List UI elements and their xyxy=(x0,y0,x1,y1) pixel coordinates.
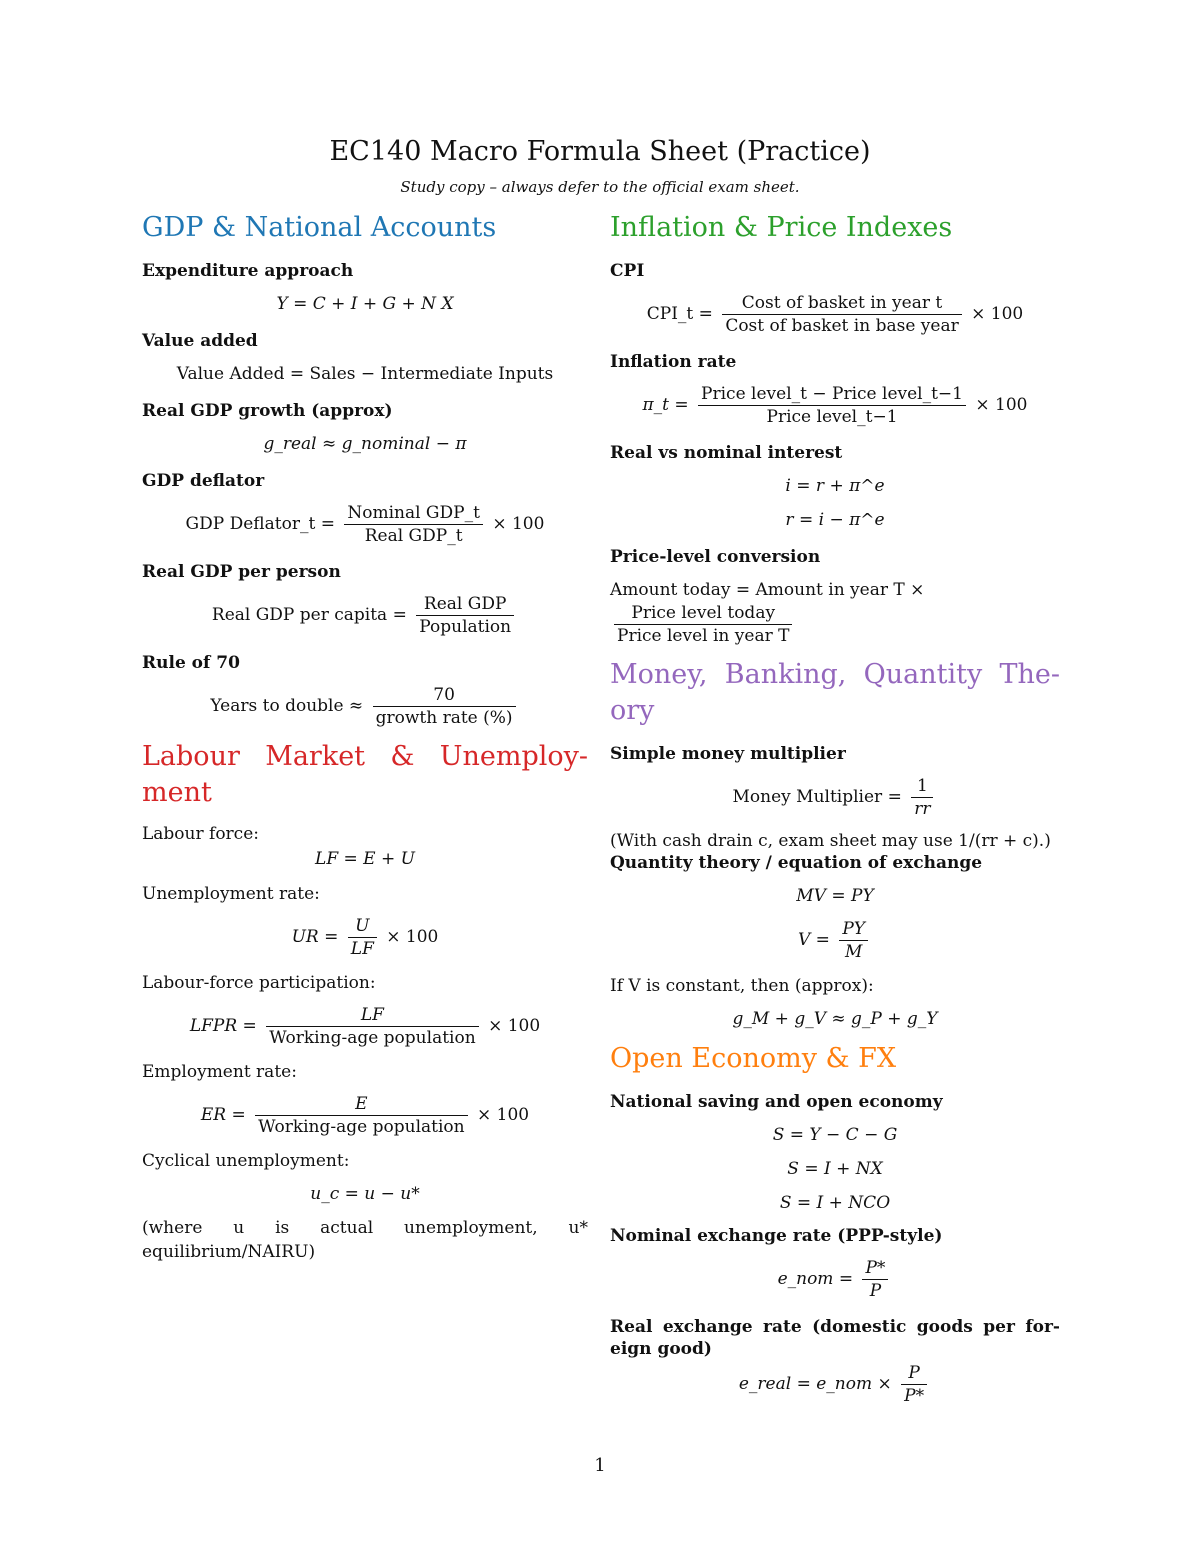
label-lfpr: Labour-force participation: xyxy=(142,973,376,993)
denominator: Real GDP_t xyxy=(364,526,463,546)
label-unemployment-rate: Unemployment rate: xyxy=(142,884,320,904)
section-heading-open-economy: Open Economy & FX xyxy=(610,1043,897,1074)
denominator: Population xyxy=(419,617,512,637)
eq-conv-lhs: Amount today = Amount in year T × xyxy=(610,580,925,600)
label-interest: Real vs nominal interest xyxy=(610,443,843,463)
numerator: PY xyxy=(839,918,868,941)
section-heading-labour xyxy=(142,739,588,811)
left-column xyxy=(142,210,588,1264)
eq-interest-2 xyxy=(610,508,1060,532)
numerator: P* xyxy=(862,1257,888,1280)
numerator: Cost of basket in year t xyxy=(722,292,961,315)
eq-qt-3-text: g_M + g_V ≈ g_P + g_Y xyxy=(732,1009,938,1029)
eq-cyclical xyxy=(142,1182,588,1206)
label-real-growth: Real GDP growth (approx) xyxy=(142,401,393,421)
section-labour xyxy=(142,739,588,1264)
eq-employment-rate xyxy=(142,1093,588,1138)
label-labour-force: Labour force: xyxy=(142,824,259,844)
label-expenditure: Expenditure approach xyxy=(142,261,354,281)
fraction xyxy=(911,775,933,820)
eq-real-lhs: e_real = e_nom × xyxy=(738,1374,892,1394)
label-real-exchange xyxy=(610,1316,1060,1360)
eq-cpi-lhs: CPI_t = xyxy=(646,304,713,324)
eq-er-lhs: ER = xyxy=(200,1105,246,1125)
numerator: Nominal GDP_t xyxy=(344,502,483,525)
eq-rule70 xyxy=(142,684,588,729)
page-subtitle: Study copy – always defer to the official exam sheet. xyxy=(400,178,800,196)
eq-infl-lhs: π_t = xyxy=(642,395,689,415)
denominator: M xyxy=(844,942,863,962)
fraction xyxy=(839,918,868,963)
denominator: Working-age population xyxy=(269,1028,476,1048)
denominator: growth rate (%) xyxy=(375,708,513,728)
section-heading-money xyxy=(610,657,1060,729)
fraction xyxy=(614,602,792,647)
eq-ur-lhs: UR = xyxy=(291,927,339,947)
fraction xyxy=(266,1004,478,1049)
denominator: LF xyxy=(350,939,374,959)
eq-real-growth xyxy=(142,432,588,456)
eq-nom-lhs: e_nom = xyxy=(777,1269,854,1289)
eq-ur-rhs: × 100 xyxy=(386,927,439,947)
fraction xyxy=(698,383,966,428)
eq-mult-lhs: Money Multiplier = xyxy=(732,787,902,807)
fraction xyxy=(255,1093,467,1138)
fraction xyxy=(373,684,516,729)
label-money-multiplier: Simple money multiplier xyxy=(610,744,846,764)
note-quantity-theory: If V is constant, then (approx): xyxy=(610,976,874,996)
heading-labour-line1: Labour Market & Unemploy- xyxy=(142,741,588,772)
denominator: P xyxy=(869,1281,882,1301)
fraction xyxy=(416,593,514,638)
eq-labour-force-text: LF = E + U xyxy=(315,849,415,869)
eq-deflator-lhs: GDP Deflator_t = xyxy=(185,514,335,534)
numerator: E xyxy=(255,1093,467,1116)
eq-expenditure xyxy=(142,292,588,316)
denominator: Cost of basket in base year xyxy=(725,316,959,336)
section-money xyxy=(610,657,1060,1031)
numerator: LF xyxy=(266,1004,478,1027)
numerator: Price level_t − Price level_t−1 xyxy=(698,383,966,406)
numerator: U xyxy=(348,915,377,938)
fraction xyxy=(722,292,961,337)
eq-qt-3 xyxy=(610,1007,1060,1031)
eq-saving-1-text: S = Y − C − G xyxy=(772,1125,898,1145)
eq-qt-2 xyxy=(610,918,1060,963)
fraction xyxy=(344,502,483,547)
section-inflation xyxy=(610,210,1060,647)
eq-rule70-lhs: Years to double ≈ xyxy=(210,696,364,716)
denominator: Price level in year T xyxy=(617,626,790,646)
heading-money-line2: ory xyxy=(610,695,655,726)
eq-per-person-lhs: Real GDP per capita = xyxy=(211,605,407,625)
eq-qt-1-text: MV = PY xyxy=(796,886,874,906)
eq-value-added: Value Added = Sales − Intermediate Inputs xyxy=(176,364,554,384)
label-rule70: Rule of 70 xyxy=(142,653,240,673)
section-open-economy xyxy=(610,1041,1060,1407)
heading-money-line1: Money, Banking, Quantity The- xyxy=(610,659,1060,690)
denominator: Working-age population xyxy=(258,1117,465,1137)
heading-labour-line2: ment xyxy=(142,777,212,808)
eq-lfpr-lhs: LFPR = xyxy=(189,1016,257,1036)
numerator: Real GDP xyxy=(416,593,514,616)
eq-qt-2-lhs: V = xyxy=(797,930,830,950)
eq-lfpr-rhs: × 100 xyxy=(488,1016,541,1036)
eq-nominal-exchange xyxy=(610,1257,1060,1302)
label-per-person: Real GDP per person xyxy=(142,562,341,582)
eq-labour-force xyxy=(142,847,588,871)
eq-interest-1 xyxy=(610,474,1060,498)
numerator: Price level today xyxy=(614,602,792,625)
fraction xyxy=(862,1257,888,1302)
eq-real-growth-text: g_real ≈ g_nominal − π xyxy=(263,434,467,454)
right-column xyxy=(610,210,1060,1417)
eq-real-exchange xyxy=(610,1362,1060,1407)
eq-saving-3 xyxy=(610,1191,1060,1215)
eq-cpi-rhs: × 100 xyxy=(971,304,1024,324)
eq-infl-rhs: × 100 xyxy=(975,395,1028,415)
eq-inflation-rate xyxy=(610,383,1060,428)
eq-deflator xyxy=(142,502,588,547)
section-heading-inflation: Inflation & Price Indexes xyxy=(610,212,953,243)
eq-unemployment-rate xyxy=(142,915,588,960)
denominator: P* xyxy=(904,1386,925,1406)
label-nominal-exchange: Nominal exchange rate (PPP-style) xyxy=(610,1226,943,1246)
label-quantity-theory: Quantity theory / equation of exchange xyxy=(610,853,983,873)
eq-interest-1-text: i = r + π^e xyxy=(785,476,885,496)
eq-per-person xyxy=(142,593,588,638)
eq-money-multiplier xyxy=(610,775,1060,820)
note-cyclical: (where u is actual unemployment, u* equilibrium/NAIRU) xyxy=(142,1218,588,1262)
page-title: EC140 Macro Formula Sheet (Practice) xyxy=(329,136,871,167)
fraction xyxy=(901,1362,927,1407)
denominator: rr xyxy=(914,799,931,819)
label-real-exchange-line1: Real exchange rate (domestic goods per for- xyxy=(610,1317,1060,1337)
eq-saving-2 xyxy=(610,1157,1060,1181)
eq-saving-2-text: S = I + NX xyxy=(787,1159,883,1179)
fraction xyxy=(348,915,377,960)
label-price-conversion: Price-level conversion xyxy=(610,547,821,567)
section-heading-gdp: GDP & National Accounts xyxy=(142,212,497,243)
numerator: 1 xyxy=(911,775,933,798)
label-inflation-rate: Inflation rate xyxy=(610,352,737,372)
eq-deflator-rhs: × 100 xyxy=(492,514,545,534)
section-gdp xyxy=(142,210,588,729)
numerator: P xyxy=(901,1362,927,1385)
label-value-added: Value added xyxy=(142,331,258,351)
label-employment-rate: Employment rate: xyxy=(142,1062,297,1082)
label-cyclical: Cyclical unemployment: xyxy=(142,1151,350,1171)
denominator: Price level_t−1 xyxy=(766,407,898,427)
label-deflator: GDP deflator xyxy=(142,471,265,491)
label-cpi: CPI xyxy=(610,261,645,281)
eq-expenditure-text: Y = C + I + G + N X xyxy=(276,294,454,314)
eq-lfpr xyxy=(142,1004,588,1049)
eq-interest-2-text: r = i − π^e xyxy=(785,510,885,530)
eq-er-rhs: × 100 xyxy=(477,1105,530,1125)
label-real-exchange-line2: eign good) xyxy=(610,1339,712,1359)
page-number: 1 xyxy=(594,1455,606,1476)
eq-saving-3-text: S = I + NCO xyxy=(779,1193,891,1213)
eq-cpi xyxy=(610,292,1060,337)
numerator: 70 xyxy=(373,684,516,707)
eq-qt-1 xyxy=(610,884,1060,908)
eq-saving-1 xyxy=(610,1123,1060,1147)
eq-cyclical-text: u_c = u − u* xyxy=(310,1184,420,1204)
eq-price-conversion xyxy=(610,578,1060,647)
label-national-saving: National saving and open economy xyxy=(610,1092,943,1112)
note-money-multiplier: (With cash drain c, exam sheet may use 1/(rr + c).) xyxy=(610,831,1051,851)
